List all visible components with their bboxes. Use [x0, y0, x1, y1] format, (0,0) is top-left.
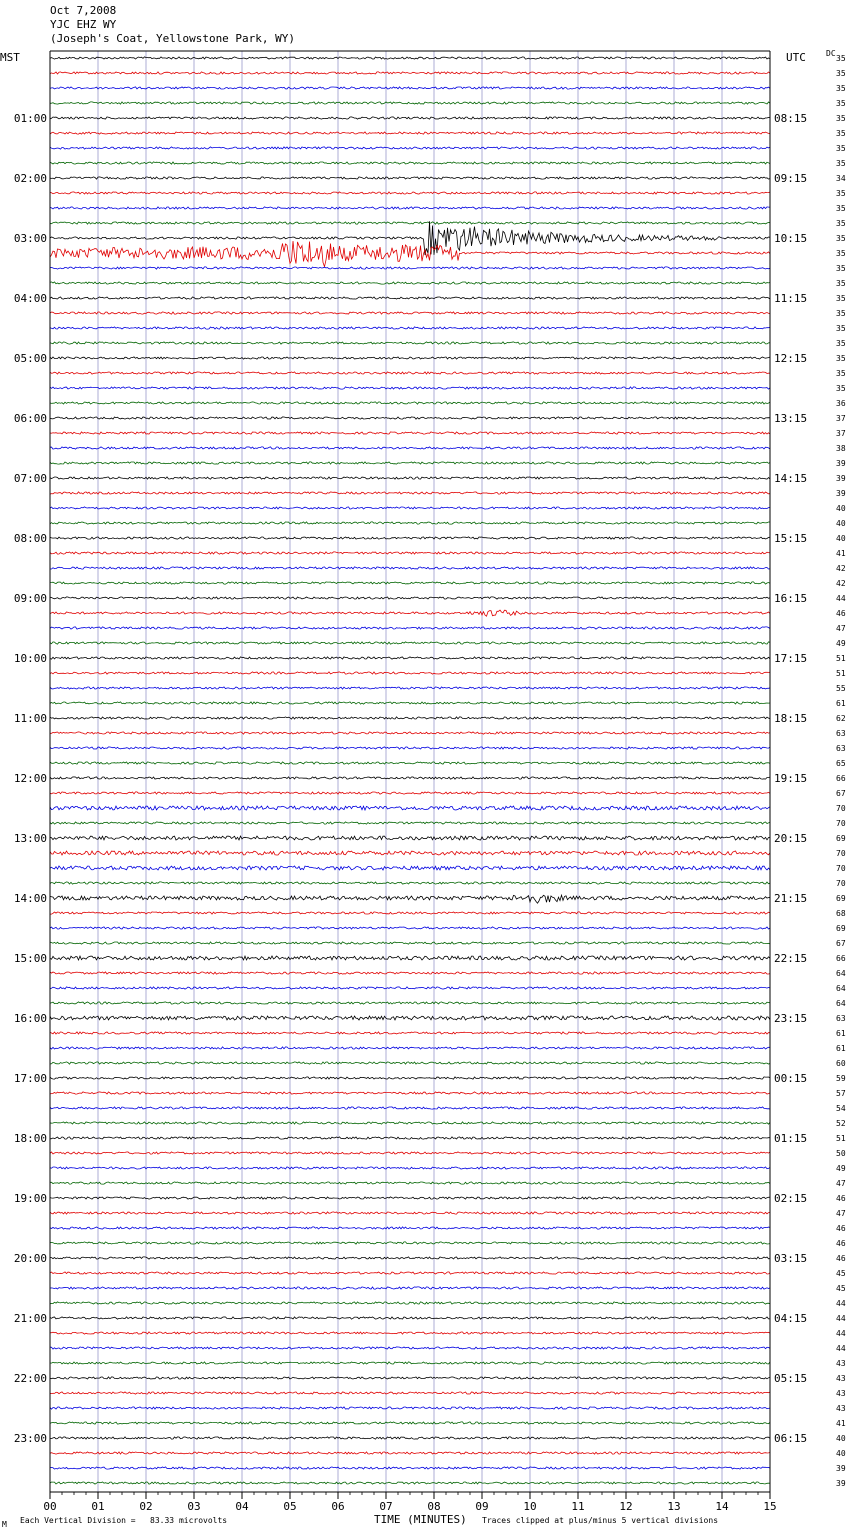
x-tick-label: 07	[379, 1500, 393, 1513]
x-tick-label: 01	[91, 1500, 105, 1513]
mst-label: 04:00	[13, 292, 47, 305]
trace-row-59	[50, 942, 770, 944]
utc-label: 19:15	[774, 772, 808, 785]
dc-offset: 68	[836, 909, 846, 918]
mst-time-labels	[14, 112, 47, 1445]
trace-row-64	[50, 1016, 770, 1020]
dc-offset: 61	[836, 1029, 846, 1038]
dc-offset: 63	[836, 744, 846, 753]
mst-label: 15:00	[13, 952, 47, 965]
dc-offset: 35	[836, 384, 846, 393]
trace-row-9	[50, 192, 770, 194]
trace-row-68	[50, 1077, 770, 1079]
trace-row-84	[50, 1317, 770, 1319]
trace-row-53	[50, 851, 770, 855]
utc-label: 04:15	[774, 1312, 808, 1325]
dc-offset: 37	[836, 414, 846, 423]
mst-label: 11:00	[13, 712, 47, 725]
dc-offset: 40	[836, 1434, 846, 1443]
trace-row-8	[50, 177, 770, 179]
dc-offset: 51	[836, 654, 846, 663]
x-tick-label: 02	[139, 1500, 153, 1513]
dc-offset: 35	[836, 249, 846, 258]
utc-label: 02:15	[774, 1192, 808, 1205]
mst-label: 23:00	[13, 1432, 47, 1445]
dc-offset: 49	[836, 639, 846, 648]
trace-row-80	[50, 1257, 770, 1259]
utc-label: 14:15	[774, 472, 808, 485]
trace-row-49	[50, 792, 770, 794]
dc-offset: 61	[836, 1044, 846, 1053]
dc-offset: 60	[836, 1059, 846, 1068]
dc-offset: 69	[836, 924, 846, 933]
trace-row-4	[50, 117, 770, 119]
mst-label: 20:00	[13, 1252, 47, 1265]
dc-offset: 70	[836, 879, 846, 888]
trace-row-45	[50, 732, 770, 734]
utc-label: 23:15	[774, 1012, 808, 1025]
mst-label: 10:00	[13, 652, 47, 665]
dc-offset: 39	[836, 459, 846, 468]
trace-row-47	[50, 762, 770, 764]
dc-offset: 35	[836, 159, 846, 168]
trace-row-40	[50, 657, 770, 659]
mst-label: 07:00	[13, 472, 47, 485]
x-tick-label: 12	[619, 1500, 633, 1513]
mst-label: 09:00	[13, 592, 47, 605]
trace-row-12	[50, 221, 770, 255]
utc-label: 12:15	[774, 352, 808, 365]
trace-row-16	[50, 297, 770, 299]
trace-row-92	[50, 1437, 770, 1439]
mst-label: 16:00	[13, 1012, 47, 1025]
mst-label: 02:00	[13, 172, 47, 185]
utc-label: 15:15	[774, 532, 808, 545]
utc-label: 13:15	[774, 412, 808, 425]
dc-offset: 49	[836, 1164, 846, 1173]
dc-offset: 35	[836, 69, 846, 78]
trace-row-24	[50, 417, 770, 419]
trace-row-89	[50, 1392, 770, 1394]
dc-offset: 67	[836, 939, 846, 948]
dc-offset: 40	[836, 1449, 846, 1458]
mst-label: 08:00	[13, 532, 47, 545]
dc-offset: 35	[836, 264, 846, 273]
dc-offset: 43	[836, 1389, 846, 1398]
trace-row-46	[50, 747, 770, 749]
dc-offset: 70	[836, 849, 846, 858]
dc-offset: 63	[836, 729, 846, 738]
dc-offset: 51	[836, 669, 846, 678]
trace-row-43	[50, 702, 770, 704]
trace-row-29	[50, 492, 770, 494]
utc-label: 08:15	[774, 112, 808, 125]
utc-label: 05:15	[774, 1372, 808, 1385]
x-tick-label: 11	[571, 1500, 585, 1513]
trace-row-65	[50, 1032, 770, 1034]
trace-row-22	[50, 387, 770, 389]
trace-row-57	[50, 912, 770, 914]
mst-label: 18:00	[13, 1132, 47, 1145]
left-axis-title: MST	[0, 51, 20, 64]
trace-row-19	[50, 342, 770, 344]
trace-row-86	[50, 1347, 770, 1349]
dc-offset: 35	[836, 54, 846, 63]
mst-label: 22:00	[13, 1372, 47, 1385]
trace-row-33	[50, 552, 770, 554]
dc-offset: 47	[836, 1179, 846, 1188]
header-location: (Joseph's Coat, Yellowstone Park, WY)	[50, 32, 296, 45]
trace-row-10	[50, 207, 770, 209]
dc-offset: 43	[836, 1404, 846, 1413]
trace-row-25	[50, 432, 770, 434]
dc-offset: 44	[836, 1329, 846, 1338]
x-tick-label: 13	[667, 1500, 681, 1513]
trace-row-48	[50, 777, 770, 779]
dc-offset: 35	[836, 84, 846, 93]
dc-offset: 40	[836, 504, 846, 513]
trace-row-83	[50, 1302, 770, 1304]
dc-offset: 40	[836, 519, 846, 528]
dc-offset: 40	[836, 534, 846, 543]
trace-row-14	[50, 267, 770, 269]
trace-row-41	[50, 672, 770, 674]
dc-offset: 43	[836, 1359, 846, 1368]
utc-time-labels	[774, 112, 807, 1445]
x-tick-label: 05	[283, 1500, 297, 1513]
trace-row-5	[50, 132, 770, 134]
trace-row-18	[50, 327, 770, 329]
x-tick-label: 00	[43, 1500, 57, 1513]
x-tick-label: 09	[475, 1500, 489, 1513]
x-tick-label: 03	[187, 1500, 201, 1513]
header-date: Oct 7,2008	[50, 4, 117, 17]
mst-label: 13:00	[13, 832, 47, 845]
dc-offset: 51	[836, 1134, 846, 1143]
dc-offset: 63	[836, 1014, 846, 1023]
dc-offset: 39	[836, 489, 846, 498]
trace-row-11	[50, 222, 770, 224]
utc-label: 18:15	[774, 712, 808, 725]
dc-offset: 41	[836, 1419, 846, 1428]
dc-offset: 62	[836, 714, 846, 723]
dc-offset: 46	[836, 609, 846, 618]
dc-offset: 47	[836, 1209, 846, 1218]
utc-label: 09:15	[774, 172, 808, 185]
trace-row-75	[50, 1182, 770, 1184]
mst-label: 19:00	[13, 1192, 47, 1205]
dc-offset: 70	[836, 819, 846, 828]
utc-label: 17:15	[774, 652, 808, 665]
scale-note: Each Vertical Division = 83.33 microvolts	[20, 1516, 228, 1525]
trace-row-36	[50, 597, 770, 599]
dc-offset: 35	[836, 204, 846, 213]
seismic-traces	[50, 57, 770, 1484]
trace-row-69	[50, 1092, 770, 1094]
mst-label: 01:00	[13, 112, 47, 125]
dc-offset: 37	[836, 429, 846, 438]
trace-row-94	[50, 1467, 770, 1469]
trace-row-93	[50, 1452, 770, 1454]
dc-offset: 70	[836, 864, 846, 873]
trace-row-74	[50, 1167, 770, 1169]
trace-row-56	[50, 895, 770, 903]
corner-mark: M	[2, 1520, 7, 1529]
trace-row-62	[50, 987, 770, 989]
dc-offset: 44	[836, 1314, 846, 1323]
x-tick-label: 10	[523, 1500, 537, 1513]
trace-row-82	[50, 1287, 770, 1289]
dc-offset: 35	[836, 309, 846, 318]
dc-offset: 39	[836, 1479, 846, 1488]
dc-offset: 34	[836, 174, 846, 183]
dc-offset: 45	[836, 1284, 846, 1293]
utc-label: 03:15	[774, 1252, 808, 1265]
trace-row-66	[50, 1047, 770, 1049]
dc-offset: 44	[836, 1344, 846, 1353]
dc-offset: 35	[836, 99, 846, 108]
dc-offset: 46	[836, 1254, 846, 1263]
trace-row-54	[50, 866, 770, 870]
x-tick-label: 08	[427, 1500, 441, 1513]
trace-row-58	[50, 927, 770, 929]
trace-row-76	[50, 1197, 770, 1199]
trace-row-1	[50, 72, 770, 74]
trace-row-27	[50, 462, 770, 464]
trace-row-34	[50, 567, 770, 569]
utc-label: 22:15	[774, 952, 808, 965]
dc-offset: 36	[836, 399, 846, 408]
dc-offset: 38	[836, 444, 846, 453]
x-axis-title: TIME (MINUTES)	[374, 1513, 467, 1526]
utc-label: 20:15	[774, 832, 808, 845]
clip-note: Traces clipped at plus/minus 5 vertical divisions	[482, 1516, 719, 1525]
dc-offset: 43	[836, 1374, 846, 1383]
x-tick-label: 04	[235, 1500, 249, 1513]
trace-row-73	[50, 1152, 770, 1154]
trace-row-91	[50, 1422, 770, 1424]
mst-label: 12:00	[13, 772, 47, 785]
trace-row-35	[50, 582, 770, 584]
trace-row-51	[50, 822, 770, 824]
trace-row-72	[50, 1137, 770, 1139]
trace-row-87	[50, 1362, 770, 1364]
utc-label: 21:15	[774, 892, 808, 905]
dc-offset: 67	[836, 789, 846, 798]
x-axis	[43, 1492, 776, 1513]
trace-row-38	[50, 627, 770, 629]
trace-row-0	[50, 57, 770, 59]
dc-offset: 50	[836, 1149, 846, 1158]
dc-offset: 35	[836, 354, 846, 363]
mst-label: 05:00	[13, 352, 47, 365]
dc-offset: 70	[836, 804, 846, 813]
trace-row-95	[50, 1482, 770, 1484]
utc-label: 11:15	[774, 292, 808, 305]
mst-label: 17:00	[13, 1072, 47, 1085]
trace-row-31	[50, 522, 770, 524]
x-tick-label: 06	[331, 1500, 345, 1513]
mst-label: 03:00	[13, 232, 47, 245]
trace-row-50	[50, 806, 770, 810]
dc-offset-labels	[836, 54, 846, 1488]
mst-label: 14:00	[13, 892, 47, 905]
trace-row-78	[50, 1227, 770, 1229]
utc-label: 01:15	[774, 1132, 808, 1145]
trace-row-15	[50, 282, 770, 284]
trace-row-2	[50, 87, 770, 89]
dc-offset: 66	[836, 774, 846, 783]
trace-row-44	[50, 717, 770, 719]
dc-title: DC	[826, 49, 836, 58]
dc-offset: 52	[836, 1119, 846, 1128]
trace-row-79	[50, 1242, 770, 1244]
trace-row-28	[50, 477, 770, 479]
trace-row-55	[50, 882, 770, 884]
mst-label: 21:00	[13, 1312, 47, 1325]
trace-row-13	[50, 241, 770, 267]
trace-row-32	[50, 537, 770, 539]
dc-offset: 35	[836, 219, 846, 228]
dc-offset: 69	[836, 834, 846, 843]
trace-row-26	[50, 447, 770, 449]
trace-row-21	[50, 372, 770, 374]
dc-offset: 35	[836, 369, 846, 378]
dc-offset: 35	[836, 144, 846, 153]
trace-row-42	[50, 687, 770, 689]
dc-offset: 61	[836, 699, 846, 708]
dc-offset: 55	[836, 684, 846, 693]
trace-row-61	[50, 972, 770, 974]
trace-row-71	[50, 1122, 770, 1124]
trace-row-90	[50, 1407, 770, 1409]
utc-label: 16:15	[774, 592, 808, 605]
trace-row-30	[50, 507, 770, 509]
trace-row-67	[50, 1062, 770, 1064]
trace-row-6	[50, 147, 770, 149]
dc-offset: 42	[836, 579, 846, 588]
dc-offset: 64	[836, 984, 846, 993]
dc-offset: 46	[836, 1194, 846, 1203]
dc-offset: 35	[836, 114, 846, 123]
dc-offset: 57	[836, 1089, 846, 1098]
trace-row-88	[50, 1377, 770, 1379]
trace-row-60	[50, 956, 770, 960]
dc-offset: 35	[836, 294, 846, 303]
dc-offset: 35	[836, 234, 846, 243]
trace-row-20	[50, 357, 770, 359]
dc-offset: 42	[836, 564, 846, 573]
x-tick-label: 15	[763, 1500, 777, 1513]
trace-row-81	[50, 1272, 770, 1274]
dc-offset: 35	[836, 339, 846, 348]
dc-offset: 65	[836, 759, 846, 768]
dc-offset: 39	[836, 1464, 846, 1473]
utc-label: 06:15	[774, 1432, 808, 1445]
trace-row-70	[50, 1107, 770, 1109]
dc-offset: 35	[836, 189, 846, 198]
utc-label: 10:15	[774, 232, 808, 245]
mst-label: 06:00	[13, 412, 47, 425]
trace-row-17	[50, 312, 770, 314]
x-tick-label: 14	[715, 1500, 729, 1513]
dc-offset: 59	[836, 1074, 846, 1083]
trace-row-85	[50, 1332, 770, 1334]
trace-row-7	[50, 162, 770, 164]
dc-offset: 66	[836, 954, 846, 963]
dc-offset: 45	[836, 1269, 846, 1278]
dc-offset: 35	[836, 279, 846, 288]
trace-row-3	[50, 102, 770, 104]
trace-row-77	[50, 1212, 770, 1214]
header-station: YJC EHZ WY	[50, 18, 117, 31]
dc-offset: 64	[836, 999, 846, 1008]
utc-label: 00:15	[774, 1072, 808, 1085]
dc-offset: 47	[836, 624, 846, 633]
trace-row-63	[50, 1002, 770, 1004]
dc-offset: 69	[836, 894, 846, 903]
dc-offset: 46	[836, 1224, 846, 1233]
dc-offset: 35	[836, 129, 846, 138]
dc-offset: 35	[836, 324, 846, 333]
trace-row-39	[50, 642, 770, 644]
dc-offset: 44	[836, 1299, 846, 1308]
dc-offset: 41	[836, 549, 846, 558]
trace-row-23	[50, 402, 770, 404]
dc-offset: 44	[836, 594, 846, 603]
dc-offset: 54	[836, 1104, 846, 1113]
dc-offset: 64	[836, 969, 846, 978]
trace-row-37	[50, 610, 770, 616]
right-axis-title: UTC	[786, 51, 806, 64]
trace-row-52	[50, 836, 770, 840]
dc-offset: 39	[836, 474, 846, 483]
dc-offset: 46	[836, 1239, 846, 1248]
